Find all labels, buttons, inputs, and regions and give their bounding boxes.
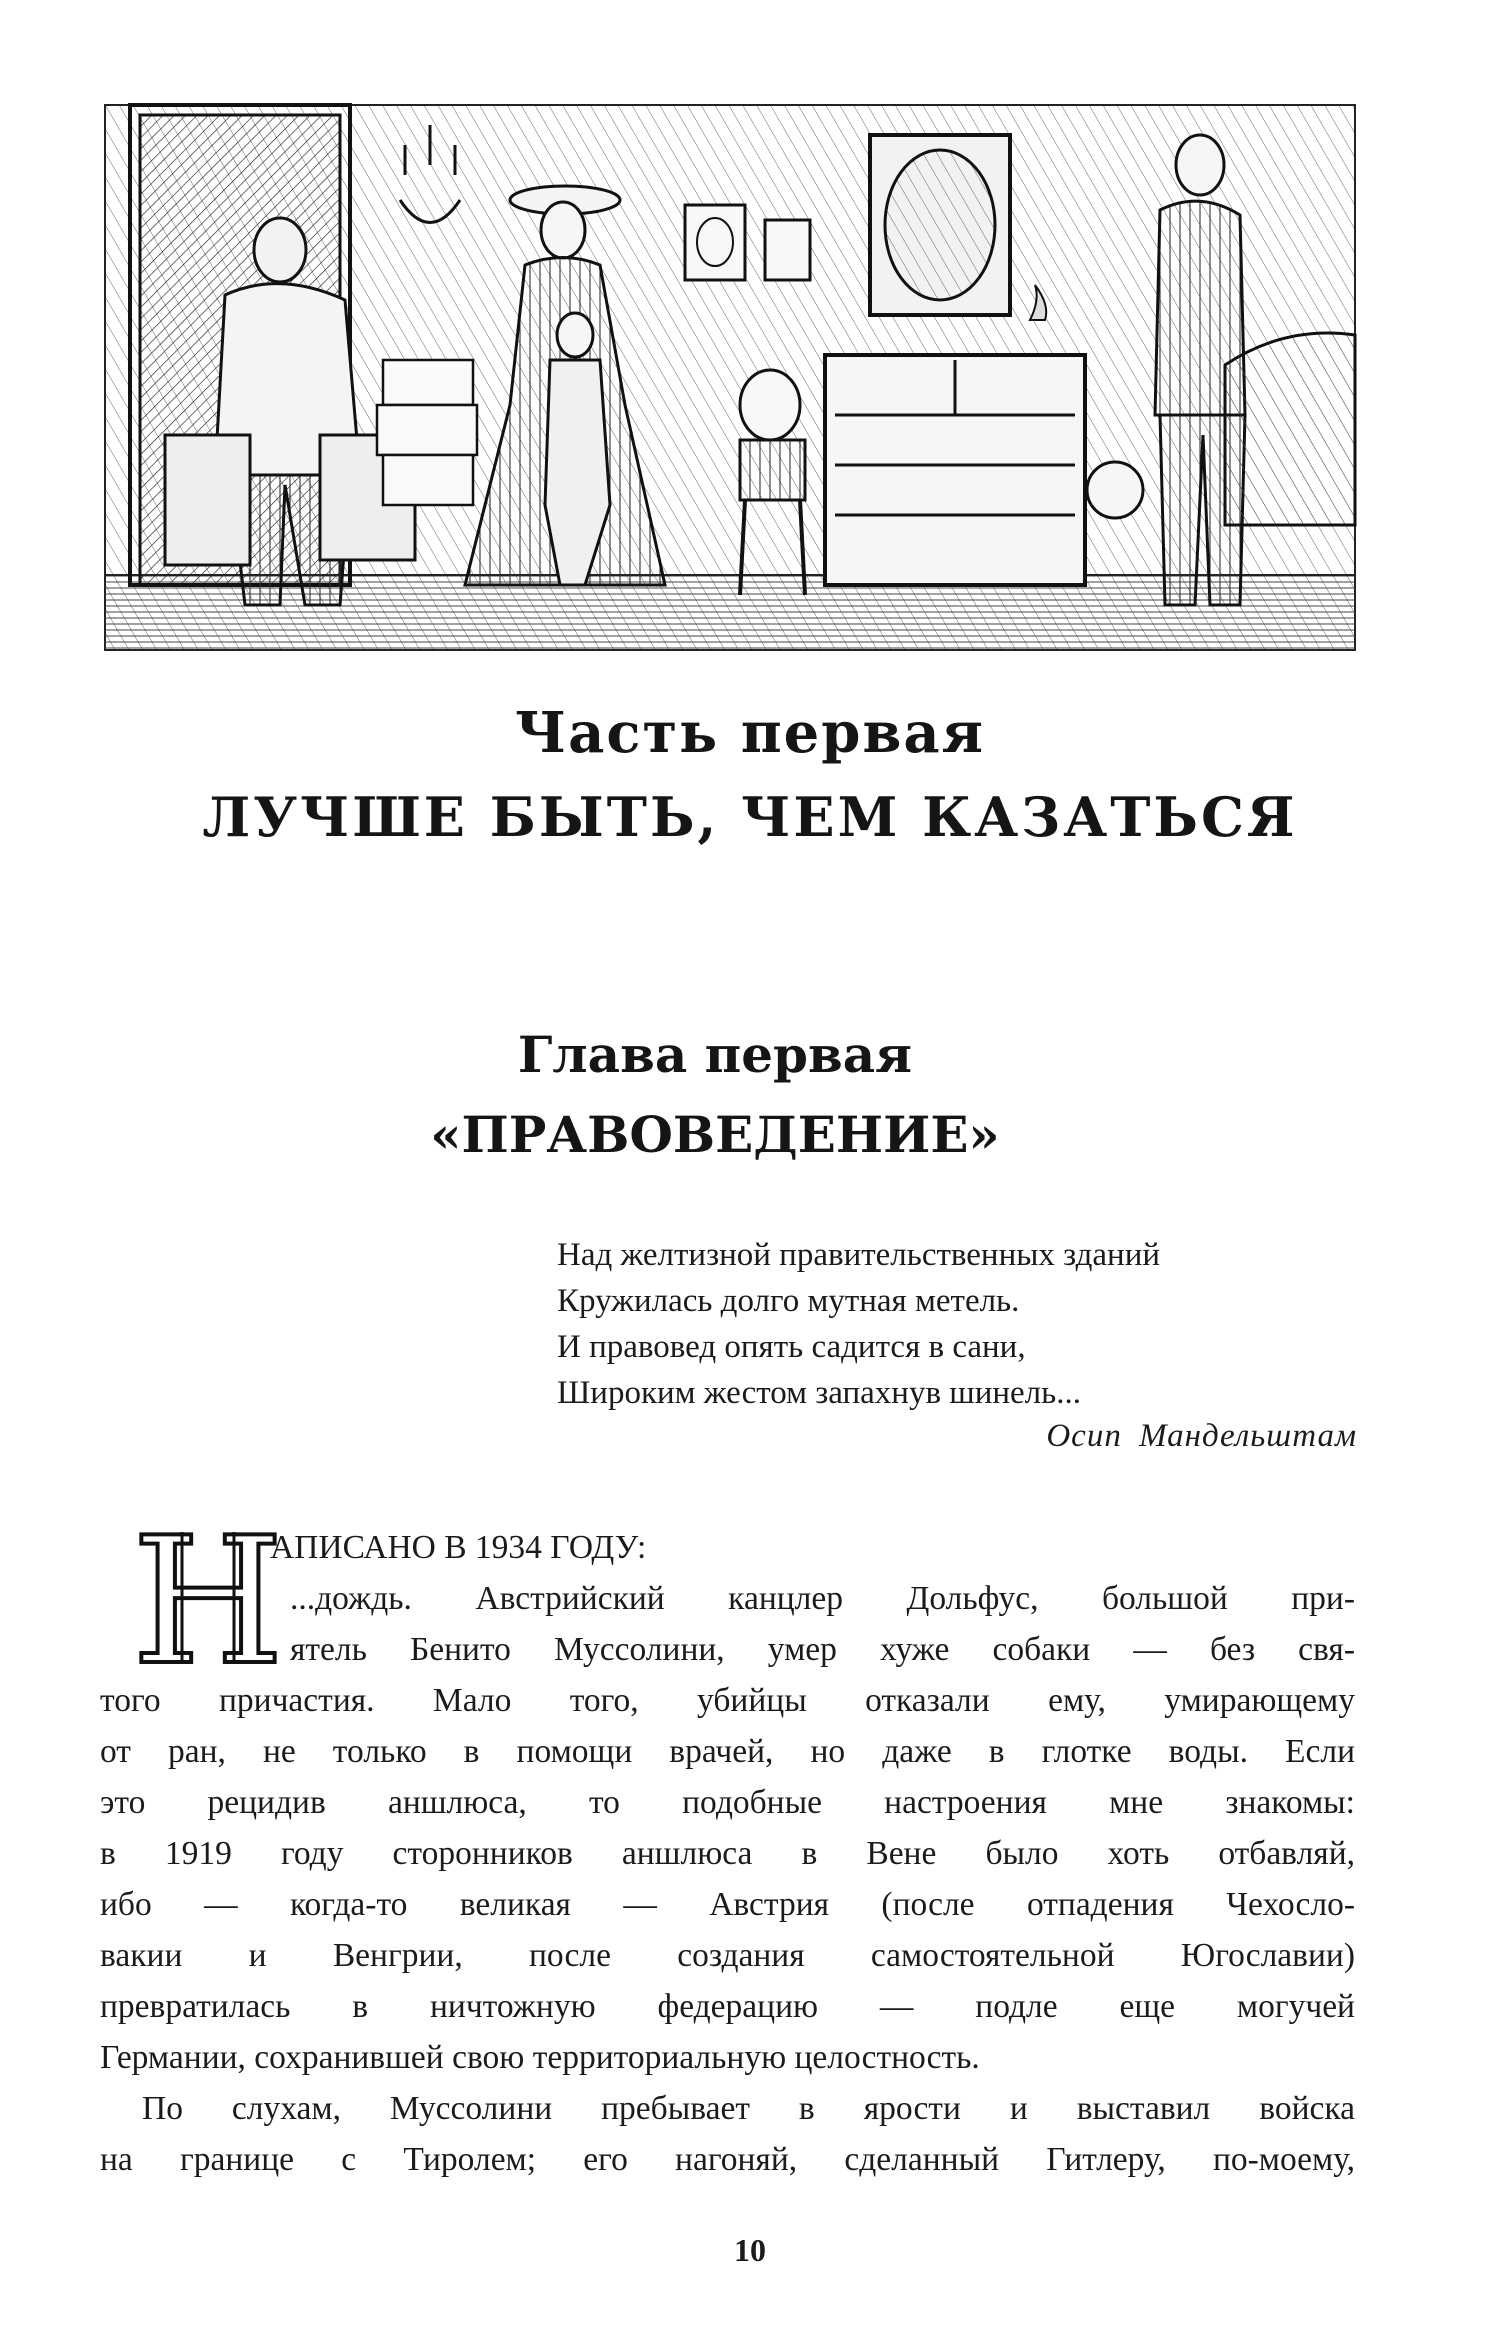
drop-cap-glyph: Н bbox=[131, 1501, 285, 1704]
text-line: того причастия. Мало того, убийцы отказали ему, умирающему bbox=[100, 1682, 1355, 1719]
text-line: По слухам, Муссолини пребывает в ярости и выставил войска bbox=[142, 2090, 1355, 2127]
epigraph-line: Широким жестом запахнув шинель... bbox=[557, 1375, 1081, 1411]
text-line: вакии и Венгрии, после создания самостоятельной Югославии) bbox=[100, 1937, 1355, 1974]
page-number: 10 bbox=[734, 2232, 766, 2268]
text-line: на границе с Тиролем; его нагоняй, сделанный Гитлеру, по-моему, bbox=[100, 2141, 1355, 2178]
epigraph-line: И правовед опять садится в сани, bbox=[557, 1329, 1026, 1365]
text-line: ибо — когда-то великая — Австрия (после отпадения Чехосло- bbox=[100, 1886, 1355, 1923]
body-text bbox=[100, 1522, 1355, 2185]
text-line: в 1919 году сторонников аншлюса в Вене было хоть отбавляй, bbox=[100, 1835, 1355, 1872]
text-line: превратилась в ничтожную федерацию — подле еще могучей bbox=[100, 1988, 1355, 2025]
part-subtitle: ЛУЧШЕ БЫТЬ, ЧЕМ КАЗАТЬСЯ bbox=[202, 785, 1298, 849]
text-line: от ран, не только в помощи врачей, но даже в глотке воды. Если bbox=[100, 1733, 1355, 1770]
epigraph bbox=[557, 1232, 1357, 1416]
text-line: АПИСАНО В 1934 ГОДУ: bbox=[270, 1529, 647, 1566]
chapter-subtitle: «ПРАВОВЕДЕНИЕ» bbox=[430, 1105, 1000, 1164]
text-line: ...дождь. Австрийский канцлер Дольфус, большой при- bbox=[290, 1580, 1355, 1617]
epigraph-line: Кружилась долго мутная метель. bbox=[557, 1283, 1020, 1319]
epigraph-line: Над желтизной правительственных зданий bbox=[557, 1237, 1161, 1273]
chapter-title: Глава первая bbox=[517, 1025, 913, 1084]
part-title: Часть первая bbox=[514, 700, 986, 766]
text-line: ятель Бенито Муссолини, умер хуже собаки — без свя- bbox=[290, 1631, 1355, 1668]
chapter-illustration bbox=[105, 105, 1355, 650]
epigraph-author: Осип Мандельштам bbox=[1046, 1418, 1357, 1454]
text-line: это рецидив аншлюса, то подобные настроения мне знакомы: bbox=[100, 1784, 1355, 1821]
text-line: Германии, сохранившей свою территориальную целостность. bbox=[100, 2039, 980, 2076]
